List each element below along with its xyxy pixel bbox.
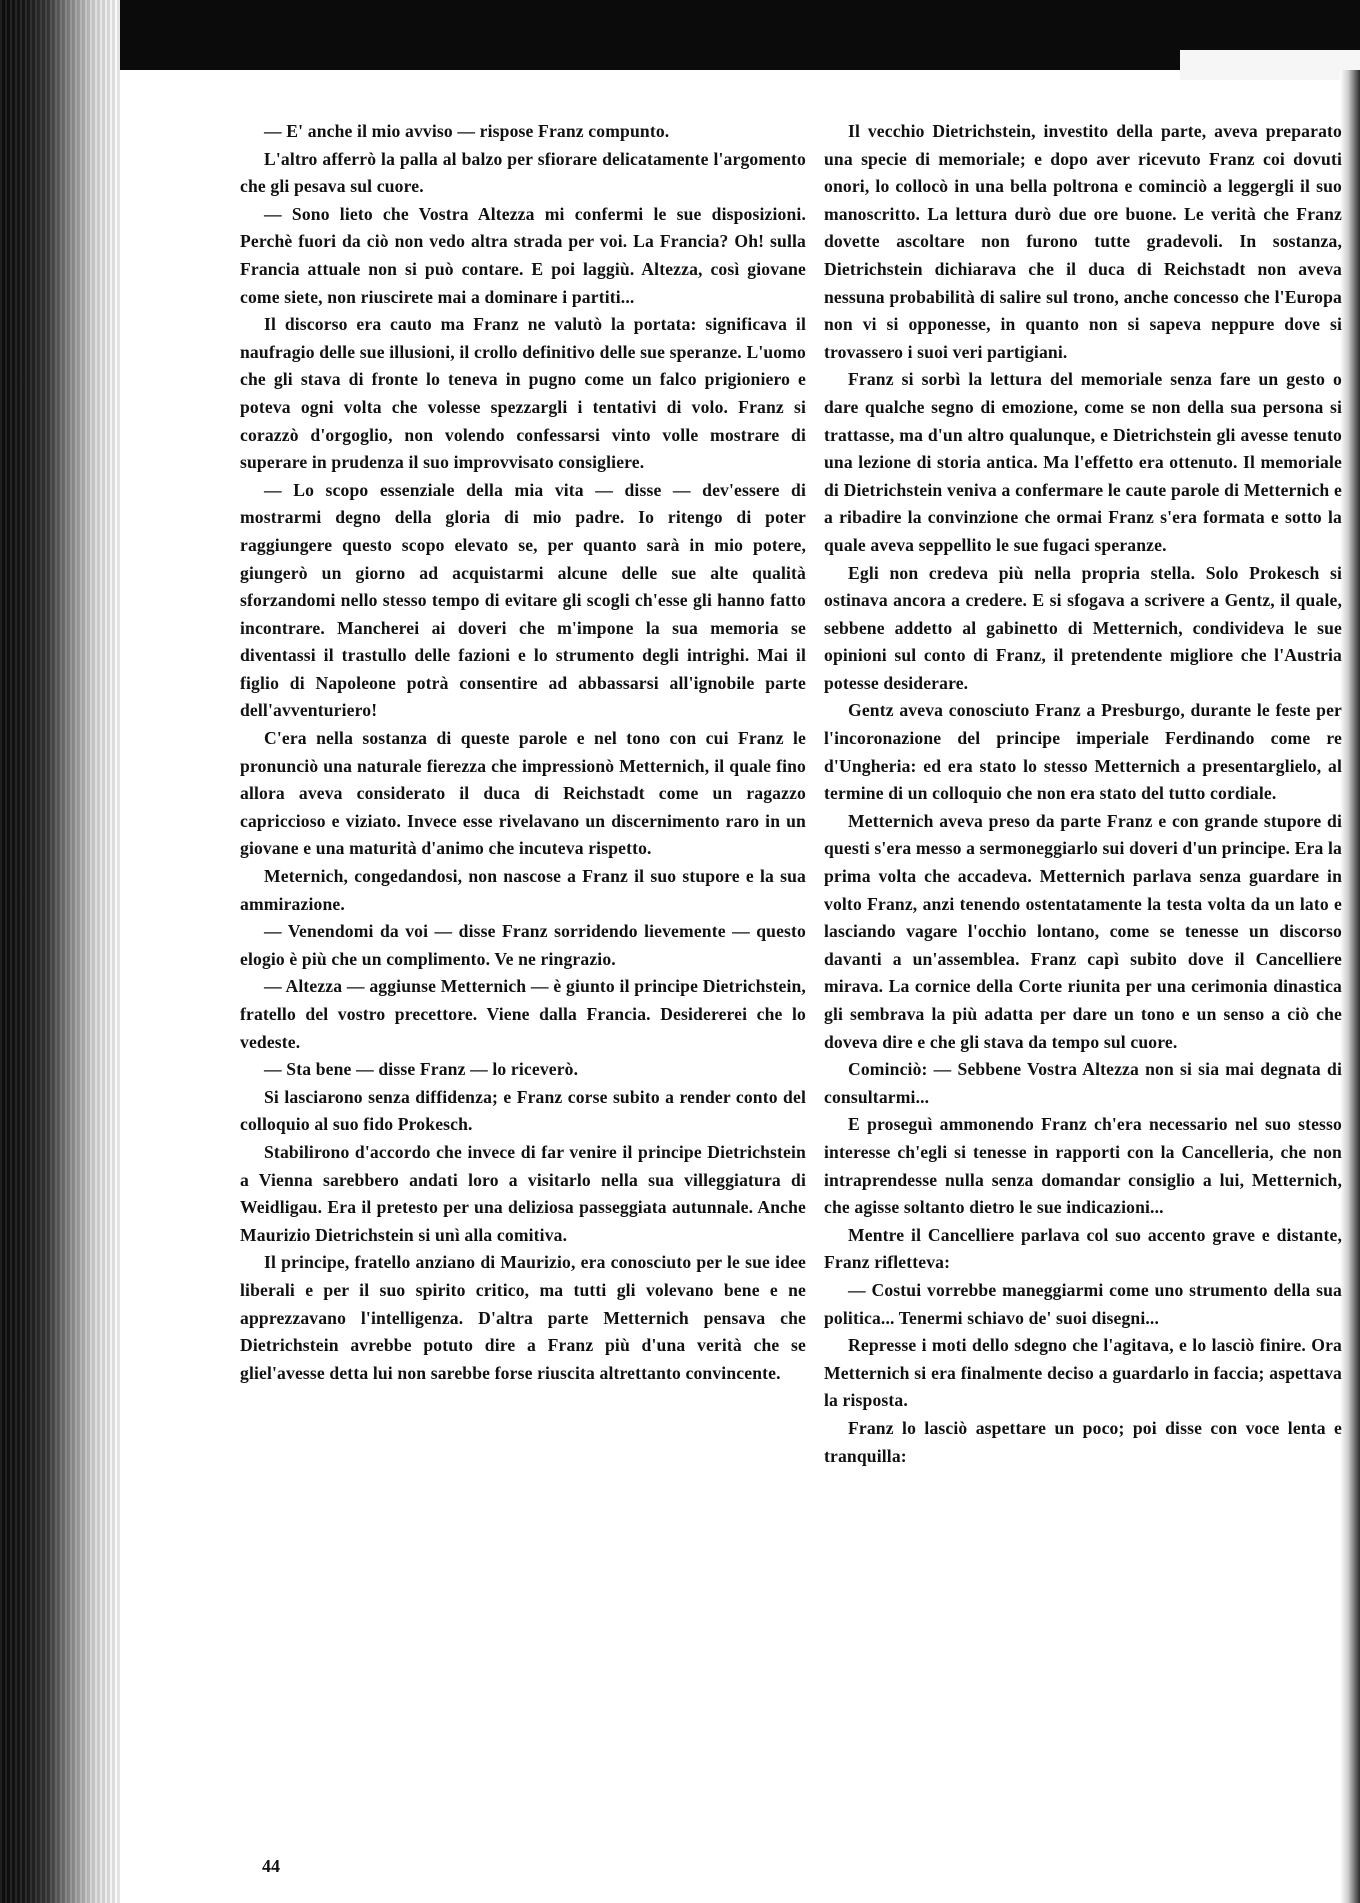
page-number: 44	[262, 1856, 280, 1876]
paragraph: Franz si sorbì la lettura del memoriale senza fare un gesto o dare qualche segno di emozione, come se non della sua persona si trattasse, ma d'un altro qualunque, e Dietrichstein gli avesse tenuto una lezione di storia antica. Ma l'effetto era ottenuto. Il memoriale di Dietrichstein veniva a confermare le caute parole di Metternich e a ribadire la convinzione che ormai Franz s'era formata e sotto la quale aveva seppellito le sue fugaci speranze.	[824, 369, 1342, 555]
paragraph: Franz lo lasciò aspettare un poco; poi disse con voce lenta e tranquilla:	[824, 1417, 1342, 1466]
paragraph: E proseguì ammonendo Franz ch'era necessario nel suo stesso interesse ch'egli si tenesse in rapporti con la Cancelleria, che non intraprendesse nulla senza domandar consiglio a lui, Metternich, che agisse soltanto dietro le sue indicazioni...	[824, 1114, 1342, 1218]
paragraph: Stabilirono d'accordo che invece di far venire il principe Dietrichstein a Vienna sarebbero andati loro a visitarlo nella sua villeggiatura di Weidligau. Era il pretesto per una deliziosa passeggiata autunnale. Anche Maurizio Dietrichstein si unì alla comitiva.	[240, 1141, 806, 1245]
text-column-left	[240, 118, 806, 1387]
paragraph: — Lo scopo essenziale della mia vita — disse — dev'essere di mostrarmi degno della gloria di mio padre. Io ritengo di poter raggiungere questo scopo elevato se, per quanto sarà in mio potere, giungerò un giorno ad acquistarmi alcune delle sue alte qualità sforzandomi nello stesso tempo di evitare gli scogli ch'esse gli hanno fatto incontrare. Mancherei ai doveri che m'impone la sua memoria se diventassi il trastullo delle fazioni e lo strumento degli intrighi. Mai il figlio di Napoleone potrà consentire ad abbassarsi all'ignobile parte dell'avventuriero!	[240, 479, 806, 721]
paragraph: — Sta bene — disse Franz — lo riceverò.	[264, 1059, 579, 1080]
paragraph: — Costui vorrebbe maneggiarmi come uno strumento della sua politica... Tenermi schiavo de' suoi disegni...	[824, 1279, 1342, 1328]
paragraph: Il principe, fratello anziano di Maurizio, era conosciuto per le sue idee liberali e per il suo spirito critico, ma tutti gli volevano bene e ne apprezzavano l'intelligenza. D'altra parte Metternich pensava che Dietrichstein avrebbe potuto dire a Franz più d'una verità che se gliel'avesse detta lui non sarebbe forse riuscita altrettanto convincente.	[240, 1252, 806, 1383]
paragraph: Mentre il Cancelliere parlava col suo accento grave e distante, Franz rifletteva:	[824, 1224, 1342, 1273]
paragraph: — Venendomi da voi — disse Franz sorridendo lievemente — questo elogio è più che un complimento. Ve ne ringrazio.	[240, 921, 806, 969]
paragraph: Metternich aveva preso da parte Franz e con grande stupore di questi s'era messo a sermoneggiarlo sui doveri d'un principe. Era la prima volta che accadeva. Metternich parlava senza guardare in volto Franz, anzi tenendo ostentatamente la testa volta da un lato e lasciando vagare l'occhio lontano, come se tenesse un discorso davanti a un'assemblea. Franz capì subito dove il Cancelliere mirava. La cornice della Corte riunita per una cerimonia dinastica gli sembrava la più adatta per dare un tono e un senso a ciò che doveva dire e che gli stava da tempo sul cuore.	[824, 810, 1342, 1052]
paragraph: Il discorso era cauto ma Franz ne valutò la portata: significava il naufragio delle sue illusioni, il crollo definitivo delle sue speranze. L'uomo che gli stava di fronte lo teneva in pugno come un falco prigioniero e poteva ogni volta che volesse spezzargli i tentativi di volo. Franz si corazzò d'orgoglio, non volendo confessarsi vinto volle mostrare di superare in prudenza il suo improvvisato consigliere.	[240, 314, 806, 473]
paragraph: C'era nella sostanza di queste parole e nel tono con cui Franz le pronunciò una naturale fierezza che impressionò Metternich, il quale fino allora aveva considerato il duca di Reichstadt come un ragazzo capriccioso e viziato. Invece esse rivelavano un discernimento raro in un giovane e una maturità d'animo che incuteva rispetto.	[240, 728, 806, 859]
scan-right-edge	[1340, 70, 1360, 1903]
paragraph: — Sono lieto che Vostra Altezza mi confermi le sue disposizioni. Perchè fuori da ciò non vedo altra strada per voi. La Francia? Oh! sulla Francia attuale non si può contare. E poi laggiù. Altezza, così giovane come siete, non riuscirete mai a dominare i partiti...	[240, 203, 806, 307]
paragraph: Represse i moti dello sdegno che l'agitava, e lo lasciò finire. Ora Metternich si era finalmente deciso a guardarlo in faccia; aspettava la risposta.	[824, 1335, 1342, 1411]
text-column-right	[824, 118, 1342, 1470]
paragraph: — E' anche il mio avviso — rispose Franz compunto.	[264, 121, 670, 141]
paragraph: Gentz aveva conosciuto Franz a Presburgo, durante le feste per l'incoronazione del principe imperiale Ferdinando come re d'Ungheria: ed era stato lo stesso Metternich a presentarglielo, al termine di un colloquio che non era stato del tutto cordiale.	[824, 700, 1342, 804]
paragraph: Il vecchio Dietrichstein, investito della parte, aveva preparato una specie di memoriale; e dopo aver ricevuto Franz coi dovuti onori, lo collocò in una bella poltrona e cominciò a leggergli il suo manoscritto. La lettura durò due ore buone. Le verità che Franz dovette ascoltare non furono tutte gradevoli. In sostanza, Dietrichstein dichiarava che il duca di Reichstadt non aveva nessuna probabilità di salire sul trono, anche concesso che l'Europa non vi si opponesse, in quanto non si sapeva neppure dove si trovassero i suoi veri partigiani.	[824, 121, 1342, 362]
scan-top-border	[0, 0, 1360, 70]
paragraph: Cominciò: — Sebbene Vostra Altezza non si sia mai degnata di consultarmi...	[824, 1059, 1342, 1107]
paragraph: Egli non credeva più nella propria stella. Solo Prokesch si ostinava ancora a credere. E si sfogava a scrivere a Gentz, il quale, sebbene addetto al gabinetto di Metternich, condivideva le sue opinioni sul conto di Franz, il pretendente migliore che l'Austria potesse desiderare.	[824, 562, 1342, 693]
paragraph: Si lasciarono senza diffidenza; e Franz corse subito a render conto del colloquio al suo fido Prokesch.	[240, 1086, 806, 1135]
paragraph: — Altezza — aggiunse Metternich — è giunto il principe Dietrichstein, fratello del vostro precettore. Viene dalla Francia. Desidererei che lo vedeste.	[240, 976, 806, 1052]
scan-top-notch	[1180, 50, 1360, 80]
book-spine-gutter	[0, 0, 120, 1903]
paragraph: Meternich, congedandosi, non nascose a Franz il suo stupore e la sua ammirazione.	[240, 866, 806, 914]
paragraph: L'altro afferrò la palla al balzo per sfiorare delicatamente l'argomento che gli pesava sul cuore.	[240, 148, 806, 197]
